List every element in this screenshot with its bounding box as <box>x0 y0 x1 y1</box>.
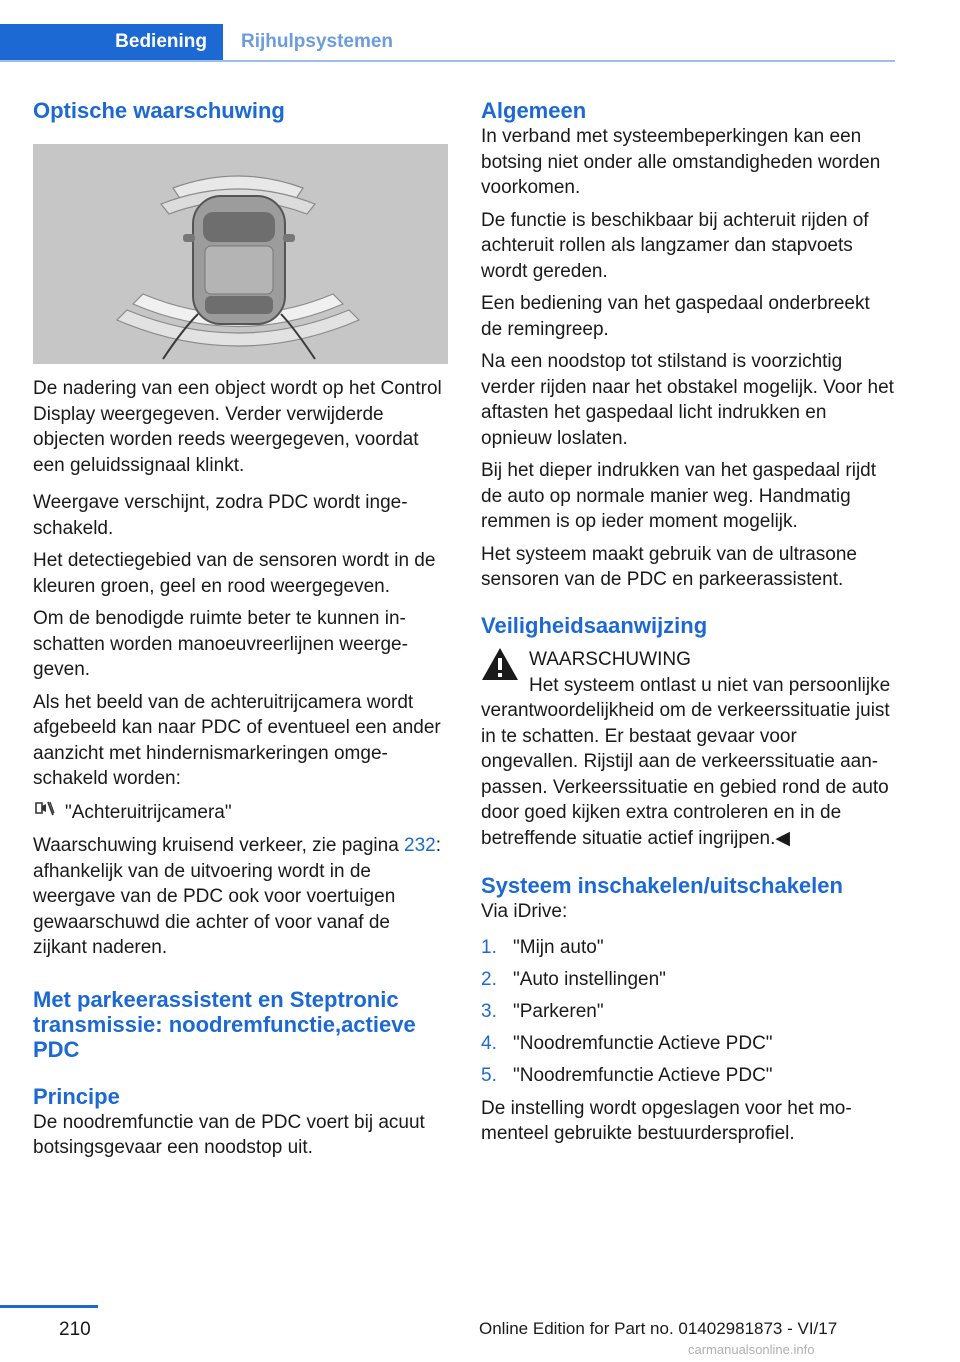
paragraph: Om de benodigde ruimte beter te kunnen inschatten worden manoeuvreerlijnen weergegeven. <box>33 608 408 680</box>
warning-title: WAARSCHUWING <box>529 648 691 670</box>
list-text: "Noodremfunctie Actieve PDC" <box>513 1064 773 1086</box>
heading-principe: Principe <box>33 1083 120 1109</box>
list-item <box>481 996 895 1028</box>
paragraph: In verband met systeembeperkingen kan een botsing niet onder alle omstandigheden worden voorkomen. <box>481 126 881 198</box>
paragraph: Een bediening van het gaspedaal onderbreekt de remingreep. <box>481 293 870 340</box>
footer-accent-line <box>0 1305 98 1308</box>
list-number: 5. <box>481 1064 497 1086</box>
paragraph: Weergave verschijnt, zodra PDC wordt ingeschakeld. <box>33 492 408 539</box>
list-item <box>481 932 895 964</box>
list-number: 2. <box>481 968 497 990</box>
page-number: 210 <box>59 1319 91 1340</box>
left-column <box>33 98 448 1168</box>
heading-parkeerassistent: Met parkeerassistent en Steptronic transmissie: noodremfunctie,actieve PDC <box>33 986 416 1062</box>
list-item <box>481 964 895 996</box>
paragraph: Bij het dieper indrukken van het gaspedaal rijdt de auto op normale manier weg. Handmatig remmen is op ieder moment mogelijk. <box>481 460 877 532</box>
camera-option <box>33 799 448 827</box>
list-text: "Parkeren" <box>513 1000 604 1022</box>
list-number: 4. <box>481 1032 497 1054</box>
tab-rijhulpsystemen[interactable]: Rijhulpsystemen <box>241 31 394 52</box>
paragraph: Het detectiegebied van de sensoren wordt in de kleuren groen, geel en rood weergegeven. <box>33 550 436 597</box>
heading-algemeen: Algemeen <box>481 98 587 123</box>
paragraph: De functie is beschikbaar bij achteruit rijden of achteruit rollen als langzamer dan stapvoets wordt gereden. <box>481 209 869 282</box>
paragraph-cross-traffic <box>33 833 448 961</box>
camera-option-label: "Achteruitrijcamera" <box>65 801 232 823</box>
list-text: "Mijn auto" <box>513 936 604 958</box>
watermark: carmanualsonline.info <box>688 1342 815 1357</box>
pdc-car-display-image <box>33 144 448 364</box>
heading-systeem-inschakelen: Systeem inschakelen/uitschakelen <box>481 873 843 898</box>
warning-icon <box>481 647 519 681</box>
header-tabs <box>0 24 895 62</box>
paragraph: De nadering van een object wordt op het Control Display weergegeven. Verder verwijderde objecten worden reeds weergegeven, voordat een geluidssignaal klinkt. <box>33 378 442 476</box>
tab-bediening[interactable]: Bediening <box>0 24 223 60</box>
paragraph: Via iDrive: <box>481 901 568 922</box>
text: : afhankelijk van de uitvoering wordt in de weergave van de PDC ook voor voertuigen gewaarschuwd die achter of voor vanaf de zijkant naderen. <box>33 835 442 958</box>
list-number: 1. <box>481 936 497 958</box>
paragraph: Het systeem maakt gebruik van de ultrasone sensoren van de PDC en parkeerassistent. <box>481 543 857 590</box>
list-text: "Noodremfunctie Actieve PDC" <box>513 1032 773 1054</box>
rear-camera-icon <box>33 799 55 827</box>
steps-list <box>481 932 895 1092</box>
paragraph: Als het beeld van de achteruitrijcamera wordt afgebeeld kan naar PDC of eventueel een ander aanzicht met hindernismarkeringen omgeschakeld worden: <box>33 691 441 789</box>
page-link[interactable]: 232 <box>404 835 436 856</box>
list-number: 3. <box>481 1000 497 1022</box>
paragraph: De instelling wordt opgeslagen voor het momenteel gebruikte bestuurdersprofiel. <box>481 1097 852 1144</box>
list-item <box>481 1060 895 1092</box>
warning-text: Het systeem ontlast u niet van persoonlijke verantwoordelijkheid om de verkeerssituatie juist in te schatten. Er bestaat gevaar voor ongevallen. Rijstijl aan de verkeerssituatie aanpassen. Verkeerssituatie en gebied rond de auto door goed kijken extra controleren en in de betreffende situatie actief ingrijpen.◀ <box>481 674 891 849</box>
heading-veiligheidsaanwijzing: Veiligheidsaanwijzing <box>481 612 708 638</box>
right-column <box>481 98 895 1154</box>
list-text: "Auto instellingen" <box>513 968 666 990</box>
text: Waarschuwing kruisend verkeer, zie pagina <box>33 835 405 856</box>
edition-info: Online Edition for Part no. 01402981873 - VI/17 <box>479 1319 838 1338</box>
heading-optische-waarschuwing: Optische waarschuwing <box>33 98 285 123</box>
paragraph: Na een noodstop tot stilstand is voorzichtig verder rijden naar het obstakel mogelijk. Voor het aftasten het gaspedaal licht indrukken en opnieuw loslaten. <box>481 351 894 449</box>
paragraph: De noodremfunctie van de PDC voert bij acuut botsingsgevaar een noodstop uit. <box>33 1111 425 1158</box>
list-item <box>481 1028 895 1060</box>
header-divider <box>0 60 895 62</box>
